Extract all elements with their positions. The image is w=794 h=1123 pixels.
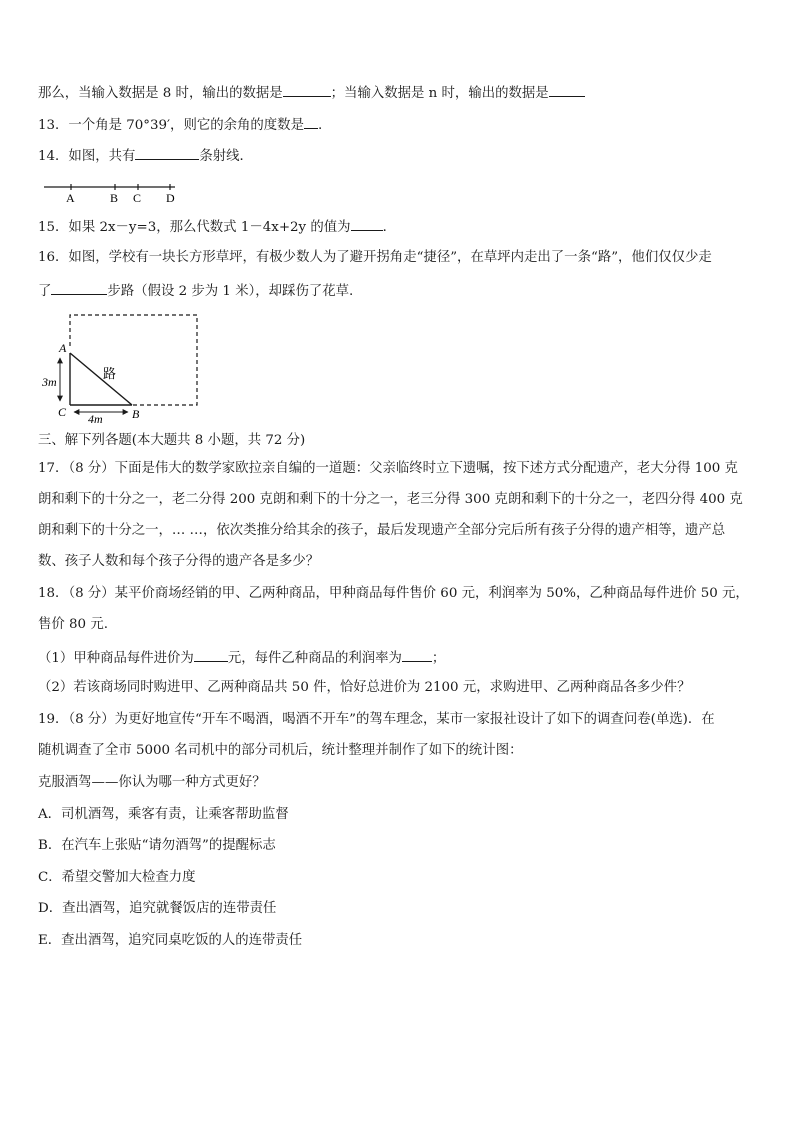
option-c: C．希望交警加大检查力度 (38, 870, 196, 885)
lawn-dashed-border (70, 315, 197, 405)
option-d: D．查出酒驾，追究就餐饭店的连带责任 (38, 901, 277, 916)
vertex-c: C (58, 405, 67, 419)
question-16-line1: 16．如图，学校有一块长方形草坪，有极少数人为了避开拐角走“捷径”，在草坪内走出了一条“路”，他们仅仅少走 (38, 250, 712, 265)
label-b: B (110, 191, 119, 205)
vertex-b: B (132, 407, 140, 421)
question-18-line1: 18．（8 分）某平价商场经销的甲、乙两种商品，甲种商品每件售价 60 元，利润率为 50%，乙种商品每件进价 50 元， (38, 586, 749, 601)
answer-blank (135, 146, 199, 160)
question-18-sub2: （2）若该商场同时购进甲、乙两种商品共 50 件，恰好总进价为 2100 元，求购进甲、乙两种商品各多少件？ (38, 680, 691, 695)
section-heading: 三、解下列各题(本大题共 8 小题，共 72 分) (38, 433, 306, 448)
ray-figure (40, 178, 190, 206)
question-14: 14．如图，共有 条射线． (38, 146, 756, 166)
option-a: A．司机酒驾，乘客有责，让乘客帮助监督 (38, 807, 289, 822)
answer-blank (402, 648, 432, 662)
path-label: 路 (103, 366, 117, 381)
question-16-line2: 了 步路（假设 2 步为 1 米），却踩伤了花草. (38, 281, 756, 301)
lawn-figure (38, 308, 208, 426)
answer-blank (549, 83, 585, 97)
question-17-line: 朗和剩下的十分之一，… …，依次类推分给其余的孩子，最后发现遗产全部分完后所有孩子分得的遗产相等，遗产总 (38, 523, 726, 538)
question-13: 13．一个角是 70°39′，则它的余角的度数是 . (38, 115, 756, 135)
question-19-line1: 19．（8 分）为更好地宣传“开车不喝酒，喝酒不开车”的驾车理念，某市一家报社设计了如下的调查问卷(单选)．在 (38, 712, 715, 727)
vertex-a: A (59, 341, 67, 355)
label-a: A (66, 191, 75, 205)
answer-blank (51, 281, 107, 295)
option-e: E．查出酒驾，追究同桌吃饭的人的连带责任 (38, 933, 303, 948)
label-c: C (133, 191, 142, 205)
question-18-line2: 售价 80 元. (38, 617, 108, 632)
side-h-label: 4m (88, 412, 103, 426)
answer-blank (283, 83, 331, 97)
question-19-line3: 克服酒驾——你认为哪一种方式更好？ (38, 775, 266, 790)
side-v-label: 3m (42, 375, 57, 389)
option-b: B．在汽车上张贴“请勿酒驾”的提醒标志 (38, 838, 276, 853)
question-15: 15．如果 2x－y=3，那么代数式 1－4x+2y 的值为 ． (38, 217, 756, 237)
answer-blank (194, 648, 228, 662)
question-19-line2: 随机调查了全市 5000 名司机中的部分司机后，统计整理并制作了如下的统计图： (38, 743, 523, 758)
question-line: 那么，当输入数据是 8 时，输出的数据是 ；当输入数据是 n 时，输出的数据是 (38, 83, 756, 103)
question-17-line: 17．（8 分）下面是伟大的数学家欧拉亲自编的一道题：父亲临终时立下遗嘱，按下述方式分配遗产，老大分得 100 克 (38, 461, 738, 476)
label-d: D (166, 191, 175, 205)
question-17-line: 数、孩子人数和每个孩子分得的遗产各是多少？ (38, 554, 320, 569)
question-17-line: 朗和剩下的十分之一，老二分得 200 克朗和剩下的十分之一，老三分得 300 克朗和剩下的十分之一，老四分得 400 克 (38, 492, 743, 507)
answer-blank (351, 217, 383, 231)
question-18-sub1: （1）甲种商品每件进价为 元，每件乙种商品的利润率为 ； (38, 648, 756, 668)
path-ab (70, 353, 132, 405)
answer-blank (304, 115, 318, 129)
